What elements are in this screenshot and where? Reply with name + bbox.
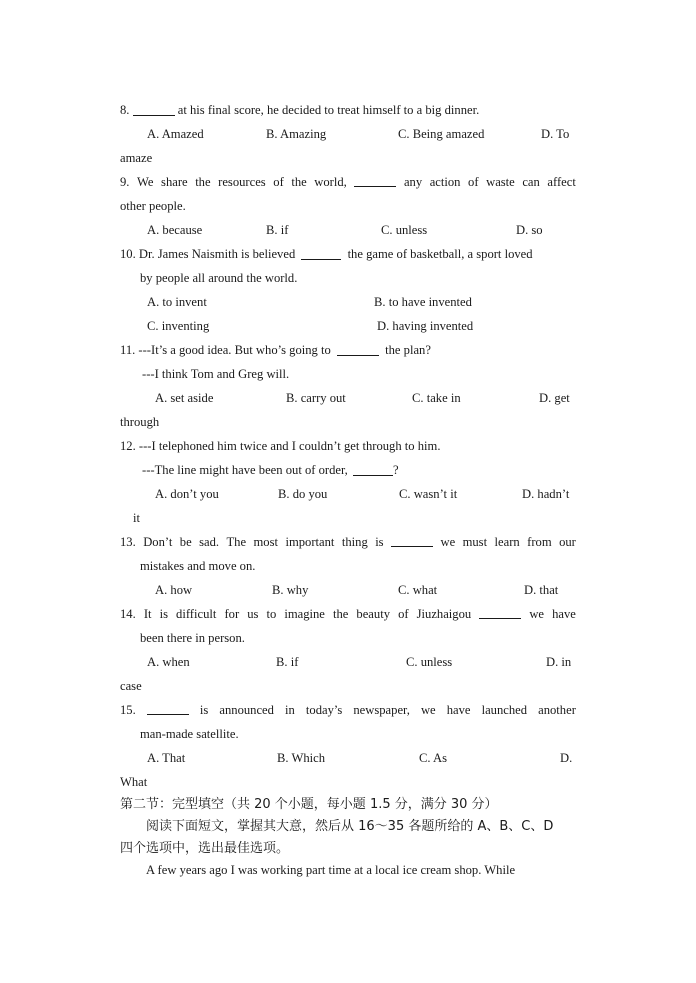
option-d: D. in (546, 655, 572, 669)
option-d-wrap: it (133, 511, 140, 525)
word: We (137, 175, 154, 189)
word: thing (341, 535, 368, 549)
word: us (247, 607, 259, 621)
option-b: B. Amazing (266, 127, 327, 141)
option-d: D. (560, 751, 573, 765)
answer-blank (133, 103, 175, 116)
answer-blank (337, 343, 379, 356)
section-instruction-continued: 四个选项中，选出最佳选项。 (120, 841, 290, 856)
word: our (559, 535, 576, 549)
question-text: 11. ---It’s a good idea. But who’s going to (120, 343, 331, 357)
word: have (552, 607, 576, 621)
word: It (143, 607, 152, 621)
word: The (226, 535, 247, 549)
word: sad. (199, 535, 220, 549)
word: the (291, 175, 307, 189)
word: be (179, 535, 192, 549)
question-text: the plan? (385, 343, 431, 357)
option-c: C. As (419, 751, 447, 765)
option-a: A. to invent (147, 295, 207, 309)
word: the (332, 607, 349, 621)
option-c: C. Being amazed (398, 127, 485, 141)
question-14-line2: been there in person. (140, 631, 245, 645)
word: learn (494, 535, 520, 549)
word: launched (481, 703, 528, 717)
word: world, (314, 175, 347, 189)
word: we (529, 607, 545, 621)
option-a: A. how (155, 583, 193, 597)
word: for (224, 607, 240, 621)
option-d: D. To (541, 127, 570, 141)
option-b: B. Which (277, 751, 326, 765)
option-c: C. what (398, 583, 438, 597)
word: affect (547, 175, 576, 189)
word: announced (219, 703, 274, 717)
word: important (285, 535, 335, 549)
question-13-line2: mistakes and move on. (140, 559, 256, 573)
option-a: A. because (147, 223, 203, 237)
word: we (440, 535, 456, 549)
option-a: A. set aside (155, 391, 214, 405)
word: is (159, 607, 168, 621)
option-c: C. unless (381, 223, 428, 237)
section-heading: 第二节：完型填空（共 20 个小题，每小题 1.5 分，满分 30 分） (120, 797, 498, 812)
word: most (253, 535, 279, 549)
option-c: C. unless (406, 655, 453, 669)
word: can (522, 175, 540, 189)
option-c: C. inventing (147, 319, 210, 333)
word: of (273, 175, 284, 189)
answer-blank (353, 463, 393, 476)
question-15-stem (120, 702, 576, 718)
passage-first-line: A few years ago I was working part time at a local ice cream shop. While (146, 863, 516, 877)
answer-blank (354, 174, 396, 187)
question-number: 8. (120, 103, 130, 117)
word: action (429, 175, 461, 189)
option-c: C. wasn’t it (399, 487, 458, 501)
word: Jiuzhaigou (416, 607, 472, 621)
option-b: B. if (276, 655, 299, 669)
question-9-stem (120, 174, 576, 190)
question-11-line2: ---I think Tom and Greg will. (142, 367, 290, 381)
option-c: C. take in (412, 391, 461, 405)
word: must (462, 535, 488, 549)
word: of (398, 607, 409, 621)
question-15-line2: man-made satellite. (140, 727, 239, 741)
option-a: A. That (147, 751, 186, 765)
question-8-stem (120, 102, 479, 118)
question-9-line2: other people. (120, 199, 186, 213)
option-d: D. so (516, 223, 543, 237)
option-a: A. when (147, 655, 190, 669)
word: another (538, 703, 576, 717)
question-14-stem (120, 606, 576, 622)
answer-blank (391, 534, 433, 547)
option-b: B. do you (278, 487, 328, 501)
question-12-line2 (142, 462, 399, 478)
word: from (527, 535, 552, 549)
option-d-wrap: through (120, 415, 160, 429)
option-d: D. that (524, 583, 559, 597)
word: is (375, 535, 384, 549)
word: Don’t (143, 535, 173, 549)
word: share (161, 175, 188, 189)
option-d-wrap: amaze (120, 151, 153, 165)
word: we (420, 703, 436, 717)
word: waste (486, 175, 515, 189)
section-instruction: 阅读下面短文，掌握其大意，然后从 16～35 各题所给的 A、B、C、D (146, 819, 554, 834)
word: the (195, 175, 211, 189)
option-b: B. why (272, 583, 309, 597)
word: beauty (356, 607, 390, 621)
option-d: D. hadn’t (522, 487, 570, 501)
option-d: D. get (539, 391, 570, 405)
word: difficult (176, 607, 217, 621)
word: have (446, 703, 471, 717)
question-11-stem (120, 342, 431, 358)
answer-blank (301, 247, 341, 260)
question-10-stem (120, 246, 533, 262)
option-b: B. to have invented (374, 295, 472, 309)
word: 9. (120, 175, 130, 189)
option-d-wrap: What (120, 775, 148, 789)
word: 13. (120, 535, 136, 549)
question-text: at his final score, he decided to treat himself to a big dinner. (177, 103, 480, 117)
word: newspaper, (353, 703, 410, 717)
answer-blank (479, 606, 521, 619)
word: to (266, 607, 277, 621)
option-d: D. having invented (377, 319, 474, 333)
question-13-stem (120, 534, 576, 550)
question-12-stem: 12. ---I telephoned him twice and I couldn’t get through to him. (120, 439, 441, 453)
answer-blank (147, 702, 189, 715)
question-text: the game of basketball, a sport loved (347, 247, 533, 261)
word: in (285, 703, 295, 717)
question-text: ---The line might have been out of order, (142, 463, 348, 477)
word: is (199, 703, 209, 717)
word: 14. (120, 607, 136, 621)
option-a: A. Amazed (147, 127, 204, 141)
question-10-line2: by people all around the world. (140, 271, 298, 285)
word: resources (218, 175, 266, 189)
question-number: 15. (120, 703, 136, 717)
question-text: 10. Dr. James Naismith is believed (120, 247, 296, 261)
option-b: B. if (266, 223, 289, 237)
word: any (403, 175, 423, 189)
option-d-wrap: case (120, 679, 142, 693)
word: today’s (305, 703, 343, 717)
word: imagine (284, 607, 325, 621)
option-a: A. don’t you (155, 487, 219, 501)
question-text: ? (392, 463, 399, 477)
word: of (468, 175, 479, 189)
option-b: B. carry out (286, 391, 346, 405)
